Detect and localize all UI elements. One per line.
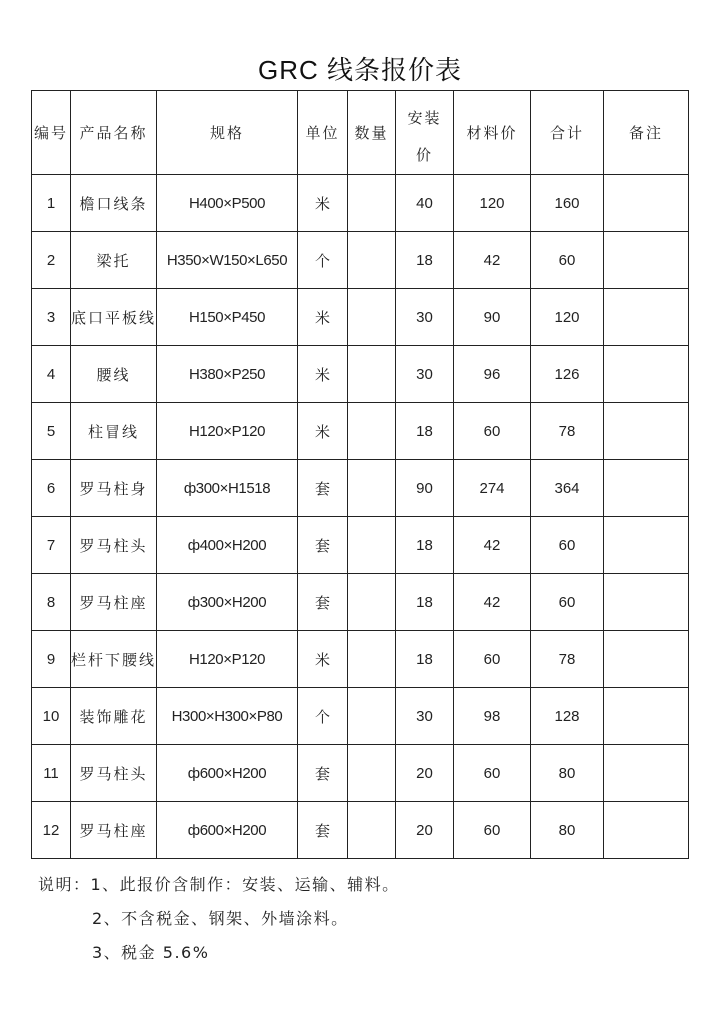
cell-unit: 套	[298, 802, 348, 859]
cell-no: 5	[32, 403, 71, 460]
header-spec: 规格	[157, 91, 298, 175]
cell-no: 8	[32, 574, 71, 631]
cell-remark	[604, 175, 689, 232]
cell-name: 罗马柱身	[71, 460, 157, 517]
cell-install-price: 20	[396, 802, 454, 859]
cell-total: 60	[531, 232, 604, 289]
cell-total: 80	[531, 802, 604, 859]
cell-unit: 米	[298, 631, 348, 688]
cell-no: 11	[32, 745, 71, 802]
cell-no: 4	[32, 346, 71, 403]
cell-material-price: 120	[454, 175, 531, 232]
cell-install-price: 30	[396, 289, 454, 346]
cell-install-price: 30	[396, 688, 454, 745]
table-row	[32, 289, 689, 346]
cell-unit: 套	[298, 574, 348, 631]
cell-qty	[348, 403, 396, 460]
cell-material-price: 60	[454, 802, 531, 859]
cell-unit: 套	[298, 460, 348, 517]
cell-unit: 米	[298, 346, 348, 403]
cell-remark	[604, 688, 689, 745]
cell-no: 6	[32, 460, 71, 517]
cell-total: 160	[531, 175, 604, 232]
cell-unit: 米	[298, 403, 348, 460]
cell-remark	[604, 403, 689, 460]
cell-spec: ф300×H200	[157, 574, 298, 631]
table-row	[32, 802, 689, 859]
table-row	[32, 631, 689, 688]
cell-total: 78	[531, 403, 604, 460]
cell-install-price: 40	[396, 175, 454, 232]
cell-no: 9	[32, 631, 71, 688]
cell-total: 60	[531, 517, 604, 574]
cell-total: 120	[531, 289, 604, 346]
cell-qty	[348, 688, 396, 745]
cell-install-price: 18	[396, 574, 454, 631]
note-line-1: 说明：1、此报价含制作：安装、运输、辅料。	[38, 875, 400, 894]
cell-total: 128	[531, 688, 604, 745]
cell-remark	[604, 346, 689, 403]
table-row	[32, 232, 689, 289]
header-unit: 单位	[298, 91, 348, 175]
cell-install-price: 20	[396, 745, 454, 802]
cell-spec: ф600×H200	[157, 802, 298, 859]
cell-name: 装饰雕花	[71, 688, 157, 745]
quote-table	[31, 90, 689, 859]
cell-material-price: 42	[454, 232, 531, 289]
header-total: 合计	[531, 91, 604, 175]
cell-install-price: 18	[396, 517, 454, 574]
cell-name: 罗马柱头	[71, 517, 157, 574]
cell-spec: ф600×H200	[157, 745, 298, 802]
cell-remark	[604, 802, 689, 859]
cell-spec: ф300×H1518	[157, 460, 298, 517]
cell-total: 364	[531, 460, 604, 517]
cell-material-price: 96	[454, 346, 531, 403]
cell-qty	[348, 460, 396, 517]
table-row	[32, 688, 689, 745]
cell-unit: 个	[298, 688, 348, 745]
cell-total: 60	[531, 574, 604, 631]
cell-name: 罗马柱座	[71, 802, 157, 859]
cell-total: 78	[531, 631, 604, 688]
cell-unit: 个	[298, 232, 348, 289]
cell-material-price: 60	[454, 631, 531, 688]
cell-material-price: 60	[454, 403, 531, 460]
cell-remark	[604, 289, 689, 346]
cell-qty	[348, 631, 396, 688]
cell-spec: H150×P450	[157, 289, 298, 346]
cell-unit: 米	[298, 175, 348, 232]
cell-no: 2	[32, 232, 71, 289]
cell-name: 柱冒线	[71, 403, 157, 460]
notes-section	[38, 872, 400, 974]
cell-spec: H400×P500	[157, 175, 298, 232]
cell-no: 12	[32, 802, 71, 859]
cell-remark	[604, 460, 689, 517]
cell-install-price: 18	[396, 631, 454, 688]
cell-name: 罗马柱头	[71, 745, 157, 802]
table-row	[32, 460, 689, 517]
cell-qty	[348, 517, 396, 574]
header-install-line2: 价	[415, 145, 433, 164]
table-header-row	[32, 91, 689, 175]
cell-name: 檐口线条	[71, 175, 157, 232]
header-install-price	[396, 91, 454, 175]
cell-qty	[348, 232, 396, 289]
cell-install-price: 30	[396, 346, 454, 403]
note-line-2: 2、不含税金、钢架、外墙涂料。	[92, 909, 349, 928]
cell-name: 罗马柱座	[71, 574, 157, 631]
table-row	[32, 346, 689, 403]
cell-qty	[348, 346, 396, 403]
cell-material-price: 60	[454, 745, 531, 802]
cell-spec: H120×P120	[157, 631, 298, 688]
table-row	[32, 574, 689, 631]
cell-spec: H120×P120	[157, 403, 298, 460]
cell-total: 80	[531, 745, 604, 802]
cell-remark	[604, 631, 689, 688]
cell-qty	[348, 802, 396, 859]
cell-remark	[604, 745, 689, 802]
cell-unit: 套	[298, 517, 348, 574]
cell-install-price: 90	[396, 460, 454, 517]
cell-spec: H300×H300×P80	[157, 688, 298, 745]
cell-total: 126	[531, 346, 604, 403]
cell-no: 7	[32, 517, 71, 574]
table-row	[32, 403, 689, 460]
cell-spec: ф400×H200	[157, 517, 298, 574]
cell-material-price: 42	[454, 517, 531, 574]
cell-install-price: 18	[396, 403, 454, 460]
cell-name: 栏杆下腰线	[71, 631, 157, 688]
cell-unit: 米	[298, 289, 348, 346]
cell-no: 3	[32, 289, 71, 346]
header-no: 编号	[32, 91, 71, 175]
header-remark: 备注	[604, 91, 689, 175]
cell-unit: 套	[298, 745, 348, 802]
header-name: 产品名称	[71, 91, 157, 175]
table-row	[32, 745, 689, 802]
header-install-line1: 安装	[407, 108, 442, 127]
cell-material-price: 274	[454, 460, 531, 517]
cell-material-price: 98	[454, 688, 531, 745]
cell-spec: H350×W150×L650	[157, 232, 298, 289]
document-title: GRC 线条报价表	[257, 55, 462, 85]
cell-install-price: 18	[396, 232, 454, 289]
cell-name: 底口平板线	[71, 289, 157, 346]
header-qty: 数量	[348, 91, 396, 175]
cell-spec: H380×P250	[157, 346, 298, 403]
cell-remark	[604, 232, 689, 289]
table-row	[32, 517, 689, 574]
note-line-3: 3、税金 5.6%	[92, 943, 210, 962]
cell-name: 梁托	[71, 232, 157, 289]
cell-no: 10	[32, 688, 71, 745]
cell-material-price: 90	[454, 289, 531, 346]
cell-material-price: 42	[454, 574, 531, 631]
cell-qty	[348, 574, 396, 631]
cell-name: 腰线	[71, 346, 157, 403]
table-row	[32, 175, 689, 232]
cell-qty	[348, 175, 396, 232]
cell-no: 1	[32, 175, 71, 232]
cell-remark	[604, 517, 689, 574]
cell-remark	[604, 574, 689, 631]
cell-qty	[348, 745, 396, 802]
header-material-price: 材料价	[454, 91, 531, 175]
cell-qty	[348, 289, 396, 346]
